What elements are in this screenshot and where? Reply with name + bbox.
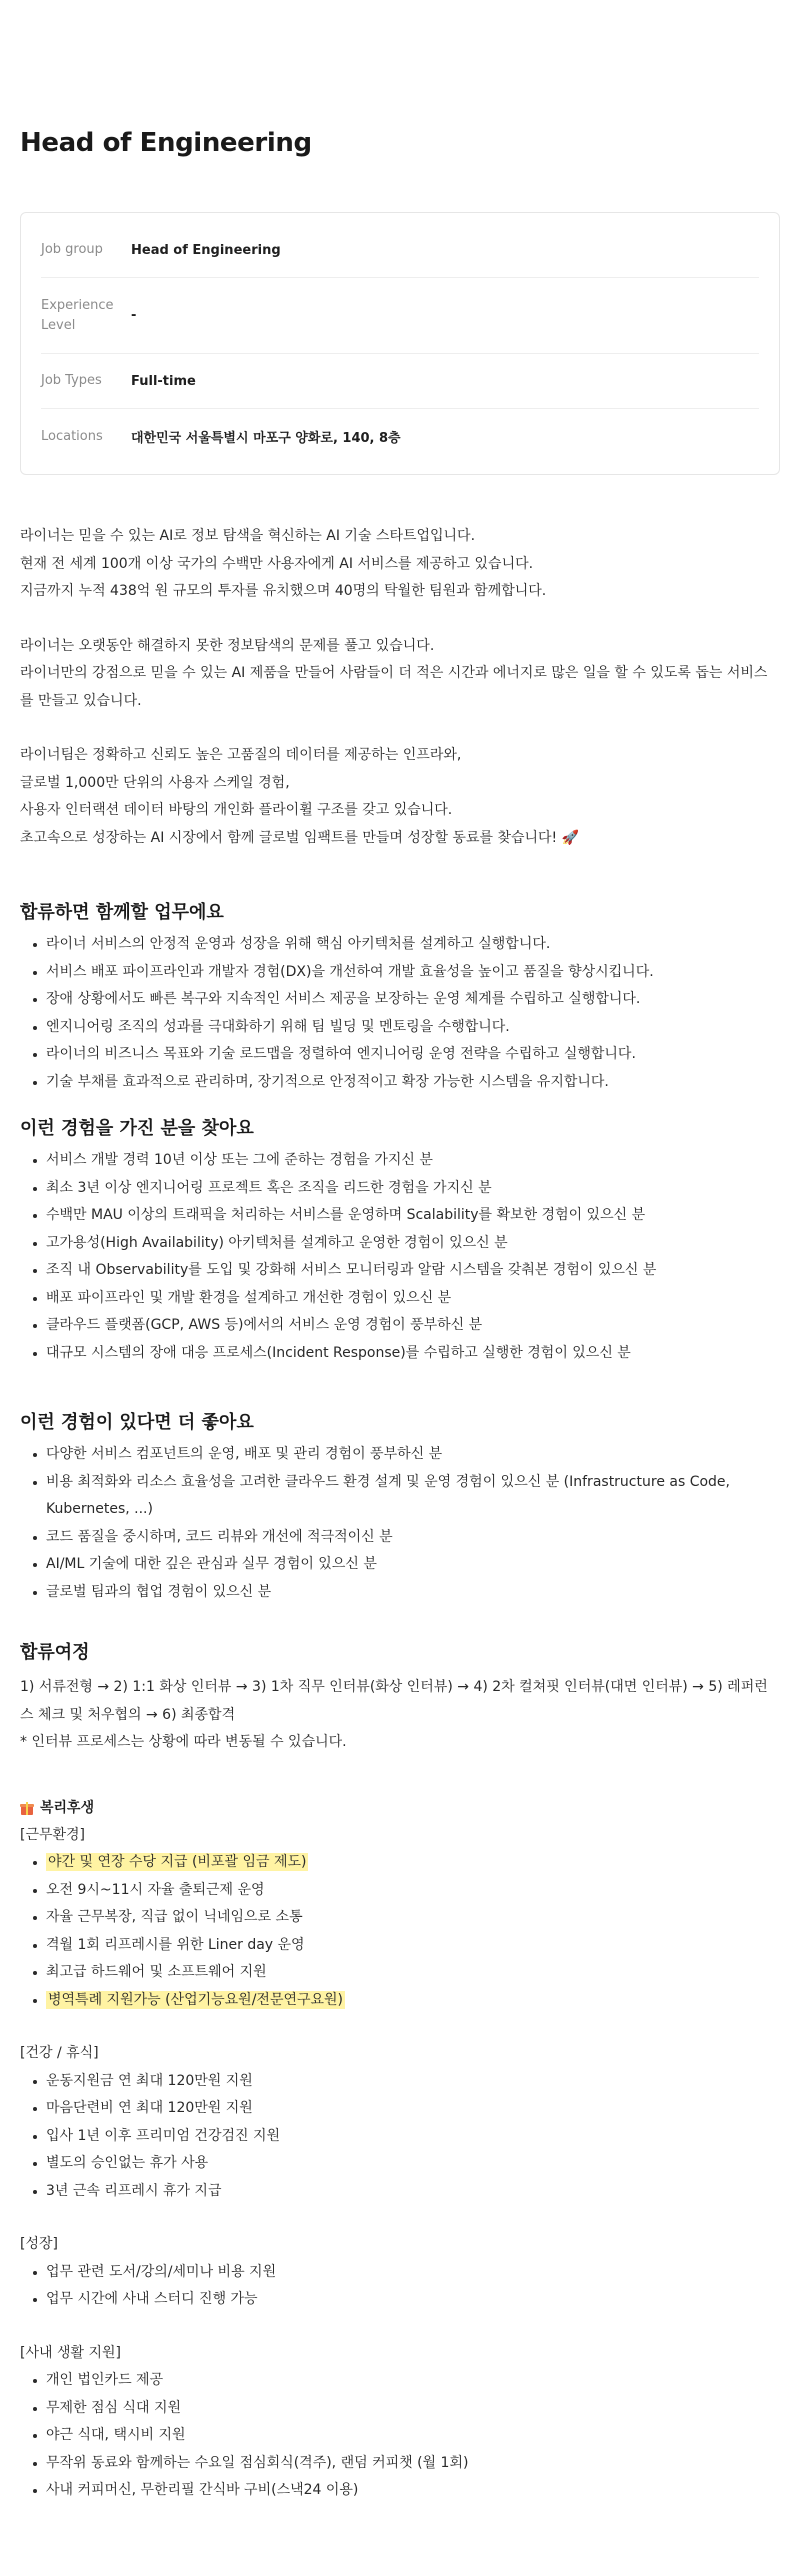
company-intro	[20, 523, 780, 852]
process-note: * 인터뷰 프로세스는 상황에 따라 변동될 수 있습니다.	[20, 1734, 347, 1750]
list-item: 서비스 배포 파이프라인과 개발자 경험(DX)을 개선하여 개발 효율성을 높이고 품질을 향상시킵니다.	[20, 959, 780, 987]
list-item: 3년 근속 리프레시 휴가 지급	[20, 2178, 780, 2206]
list-item: 격월 1회 리프레시를 위한 Liner day 운영	[20, 1932, 780, 1960]
intro-line: 글로벌 1,000만 단위의 사용자 스케일 경험,	[20, 774, 290, 791]
benefits-category: [근무환경]	[20, 1826, 86, 1843]
list-item: 최고급 하드웨어 및 소프트웨어 지원	[20, 1959, 780, 1987]
info-row-locations	[41, 409, 759, 464]
benefits-list	[20, 2259, 780, 2314]
benefits-list	[20, 2367, 780, 2505]
info-value: Head of Engineering	[131, 242, 281, 258]
list-item: 운동지원금 연 최대 120만원 지원	[20, 2068, 780, 2096]
list-item: 사내 커피머신, 무한리필 간식바 구비(스낵24 이용)	[20, 2477, 780, 2505]
highlighted-text: 병역특례 지원가능 (산업기능요원/전문연구요원)	[48, 1991, 344, 2008]
list-item: 최소 3년 이상 엔지니어링 프로젝트 혹은 조직을 리드한 경험을 가지신 분	[20, 1175, 780, 1203]
list-item: 다양한 서비스 컴포넌트의 운영, 배포 및 관리 경험이 풍부하신 분	[20, 1441, 780, 1469]
info-label: Job Types	[41, 373, 102, 388]
intro-line: 라이너는 오랫동안 해결하지 못한 정보탐색의 문제를 풀고 있습니다.	[20, 637, 435, 654]
list-item	[20, 1849, 780, 1877]
benefits-category: [건강 / 휴식]	[20, 2045, 99, 2061]
list-item: 비용 최적화와 리소스 효율성을 고려한 클라우드 환경 설계 및 운영 경험이 있으신 분 (Infrastructure as Code, Kubernetes, ...)	[20, 1469, 780, 1524]
list-item: 코드 품질을 중시하며, 코드 리뷰와 개선에 적극적이신 분	[20, 1524, 780, 1552]
list-item: 대규모 시스템의 장애 대응 프로세스(Incident Response)를 수립하고 실행한 경험이 있으신 분	[20, 1340, 780, 1368]
list-item: 자율 근무복장, 직급 없이 닉네임으로 소통	[20, 1904, 780, 1932]
list-item	[20, 1987, 780, 2015]
intro-line: 사용자 인터랙션 데이터 바탕의 개인화 플라이휠 구조를 갖고 있습니다.	[20, 802, 453, 818]
qualifications-list	[20, 1147, 780, 1367]
benefits-group-work-environment	[20, 1822, 780, 2015]
paragraph-gap	[20, 715, 780, 742]
list-item: 라이너 서비스의 안정적 운영과 성장을 위해 핵심 아키텍처를 설계하고 실행합니다.	[20, 931, 780, 959]
list-item: 서비스 개발 경력 10년 이상 또는 그에 준하는 경험을 가지신 분	[20, 1147, 780, 1175]
job-info-card	[20, 212, 780, 475]
list-item: 고가용성(High Availability) 아키텍처를 설계하고 운영한 경험이 있으신 분	[20, 1230, 780, 1258]
list-item: 장애 상황에서도 빠른 복구와 지속적인 서비스 제공을 보장하는 운영 체계를 수립하고 실행합니다.	[20, 986, 780, 1014]
benefits-category: [사내 생활 지원]	[20, 2344, 121, 2361]
list-item: 업무 시간에 사내 스터디 진행 가능	[20, 2286, 780, 2314]
intro-line: 초고속으로 성장하는 AI 시장에서 함께 글로벌 임팩트를 만들며 성장할 동료를 찾습니다! 🚀	[20, 829, 580, 846]
benefits-heading	[20, 1795, 780, 1822]
list-item: 글로벌 팀과의 협업 경험이 있으신 분	[20, 1579, 780, 1607]
info-label: Job group	[41, 242, 103, 257]
list-item: 배포 파이프라인 및 개발 환경을 설계하고 개선한 경험이 있으신 분	[20, 1285, 780, 1313]
section-heading-qualifications: 이런 경험을 가진 분을 찾아요	[20, 1118, 254, 1139]
benefits-group-health	[20, 2040, 780, 2205]
list-item: 개인 법인카드 제공	[20, 2367, 780, 2395]
list-item: 엔지니어링 조직의 성과를 극대화하기 위해 팀 빌딩 및 멘토링을 수행합니다.	[20, 1014, 780, 1042]
highlighted-text: 야간 및 연장 수당 지급 (비포괄 임금 제도)	[48, 1854, 307, 1870]
intro-line: 현재 전 세계 100개 이상 국가의 수백만 사용자에게 AI 서비스를 제공하고 있습니다.	[20, 555, 534, 572]
hiring-process	[20, 1674, 780, 1757]
list-item: 오전 9시~11시 자율 출퇴근제 운영	[20, 1877, 780, 1905]
info-label: Experience Level	[41, 297, 114, 333]
benefits-group-office-life	[20, 2340, 780, 2505]
paragraph-gap	[20, 606, 780, 633]
list-item: 업무 관련 도서/강의/세미나 비용 지원	[20, 2259, 780, 2287]
intro-line: 라이너팀은 정확하고 신뢰도 높은 고품질의 데이터를 제공하는 인프라와,	[20, 747, 462, 763]
info-row-experience-level	[41, 278, 759, 354]
list-item: 무제한 점심 식대 지원	[20, 2395, 780, 2423]
list-item: 별도의 승인없는 휴가 사용	[20, 2150, 780, 2178]
list-item: 무작위 동료와 함께하는 수요일 점심회식(격주), 랜덤 커피챗 (월 1회)	[20, 2450, 780, 2478]
list-item: 기술 부채를 효과적으로 관리하며, 장기적으로 안정적이고 확장 가능한 시스템을 유지합니다.	[20, 1069, 780, 1097]
benefits-title: 복리후생	[40, 1799, 95, 1816]
info-label: Locations	[41, 428, 103, 444]
page-title: Head of Engineering	[20, 128, 312, 158]
list-item: 야근 식대, 택시비 지원	[20, 2422, 780, 2450]
section-heading-preferred: 이런 경험이 있다면 더 좋아요	[20, 1412, 254, 1433]
intro-line: 지금까지 누적 438억 원 규모의 투자를 유치했으며 40명의 탁월한 팀원과 함께합니다.	[20, 583, 547, 599]
intro-line: 라이너만의 강점으로 믿을 수 있는 AI 제품을 만들어 사람들이 더 적은 시간과 에너지로 많은 일을 할 수 있도록 돕는 서비스를 만들고 있습니다.	[20, 665, 768, 709]
benefits-list	[20, 1849, 780, 2014]
gift-icon	[20, 1801, 34, 1815]
benefits-group-growth	[20, 2231, 780, 2314]
info-value: 대한민국 서울특별시 마포구 양화로, 140, 8층	[131, 431, 401, 446]
list-item: 조직 내 Observability를 도입 및 강화해 서비스 모니터링과 알람 시스템을 갖춰본 경험이 있으신 분	[20, 1257, 780, 1285]
intro-line: 라이너는 믿을 수 있는 AI로 정보 탐색을 혁신하는 AI 기술 스타트업입니다.	[20, 528, 476, 544]
work-list	[20, 931, 780, 1096]
preferred-list	[20, 1441, 780, 1606]
section-heading-process: 합류여정	[20, 1642, 90, 1663]
section-heading-work: 합류하면 함께할 업무에요	[20, 902, 224, 923]
list-item: 입사 1년 이후 프리미엄 건강검진 지원	[20, 2123, 780, 2151]
benefits-category: [성장]	[20, 2236, 58, 2252]
info-row-job-types	[41, 354, 759, 409]
list-item: AI/ML 기술에 대한 깊은 관심과 실무 경험이 있으신 분	[20, 1551, 780, 1579]
benefits-list	[20, 2068, 780, 2206]
list-item: 클라우드 플랫폼(GCP, AWS 등)에서의 서비스 운영 경험이 풍부하신 분	[20, 1312, 780, 1340]
list-item: 마음단련비 연 최대 120만원 지원	[20, 2095, 780, 2123]
info-row-job-group	[41, 223, 759, 278]
info-value: -	[131, 308, 137, 323]
info-value: Full-time	[131, 373, 196, 389]
process-steps: 1) 서류전형 → 2) 1:1 화상 인터뷰 → 3) 1차 직무 인터뷰(화상 인터뷰) → 4) 2차 컬쳐핏 인터뷰(대면 인터뷰) → 5) 레퍼런스 체크 및 처우협의 → 6) 최종합격	[20, 1679, 768, 1723]
list-item: 라이너의 비즈니스 목표와 기술 로드맵을 정렬하여 엔지니어링 운영 전략을 수립하고 실행합니다.	[20, 1041, 780, 1069]
list-item: 수백만 MAU 이상의 트래픽을 처리하는 서비스를 운영하며 Scalability를 확보한 경험이 있으신 분	[20, 1202, 780, 1230]
